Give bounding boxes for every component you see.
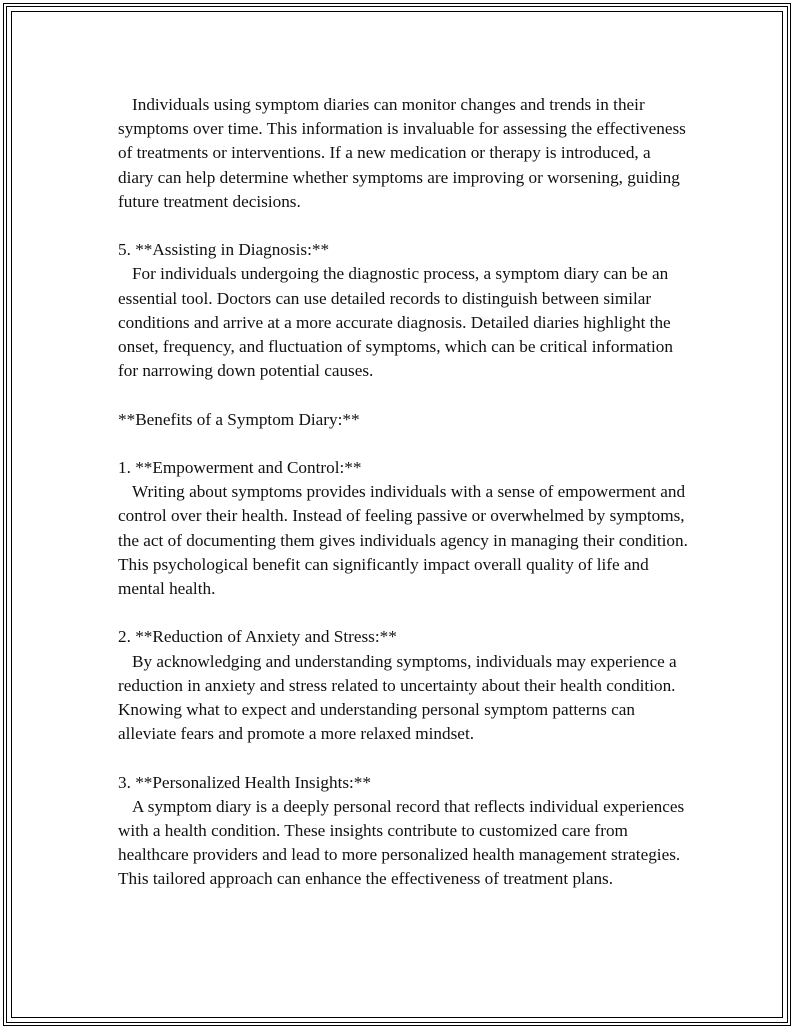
heading-reduction-of-anxiety: 2. **Reduction of Anxiety and Stress:**: [118, 627, 397, 647]
paragraph-reduction-of-anxiety: By acknowledging and understanding symptoms, individuals may experience a reduction in anxiety and stress related to uncertainty about their health condition. Knowing what to expect and understanding personal symptom patterns can alleviate fears and promote a more relaxed mindset.: [118, 651, 681, 744]
paragraph-assisting-in-diagnosis: For individuals undergoing the diagnostic process, a symptom diary can be an essential tool. Doctors can use detailed records to distinguish between similar conditions and arrive at a more accurate diagnosis. Detailed diaries highlight the onset, frequency, and fluctuation of symptoms, which can be critical information for narrowing down potential causes.: [118, 264, 678, 381]
heading-personalized-health-insights: 3. **Personalized Health Insights:**: [118, 772, 371, 792]
heading-benefits-of-symptom-diary: **Benefits of a Symptom Diary:**: [118, 409, 360, 429]
paragraph-personalized-health-insights: A symptom diary is a deeply personal record that reflects individual experiences with a health condition. These insights contribute to customized care from healthcare providers and lead to more personalized health management strategies. This tailored approach can enhance the effectiveness of treatment plans.: [118, 796, 689, 889]
heading-empowerment-and-control: 1. **Empowerment and Control:**: [118, 458, 362, 477]
heading-assisting-in-diagnosis: 5. **Assisting in Diagnosis:**: [118, 240, 330, 260]
document-body: [118, 93, 692, 892]
paragraph-empowerment-and-control: Writing about symptoms provides individuals with a sense of empowerment and control over their health. Instead of feeling passive or overwhelmed by symptoms, the act of documenting them gives individuals agency in managing their condition. This psychological benefit can significantly impact overall quality of life and mental health.: [118, 482, 692, 599]
paragraph-monitoring-changes: Individuals using symptom diaries can monitor changes and trends in their symptoms over time. This information is invaluable for assessing the effectiveness of treatments or interventions. If a new medication or therapy is introduced, a diary can help determine whether symptoms are improving or worsening, guiding future treatment decisions.: [118, 95, 691, 211]
